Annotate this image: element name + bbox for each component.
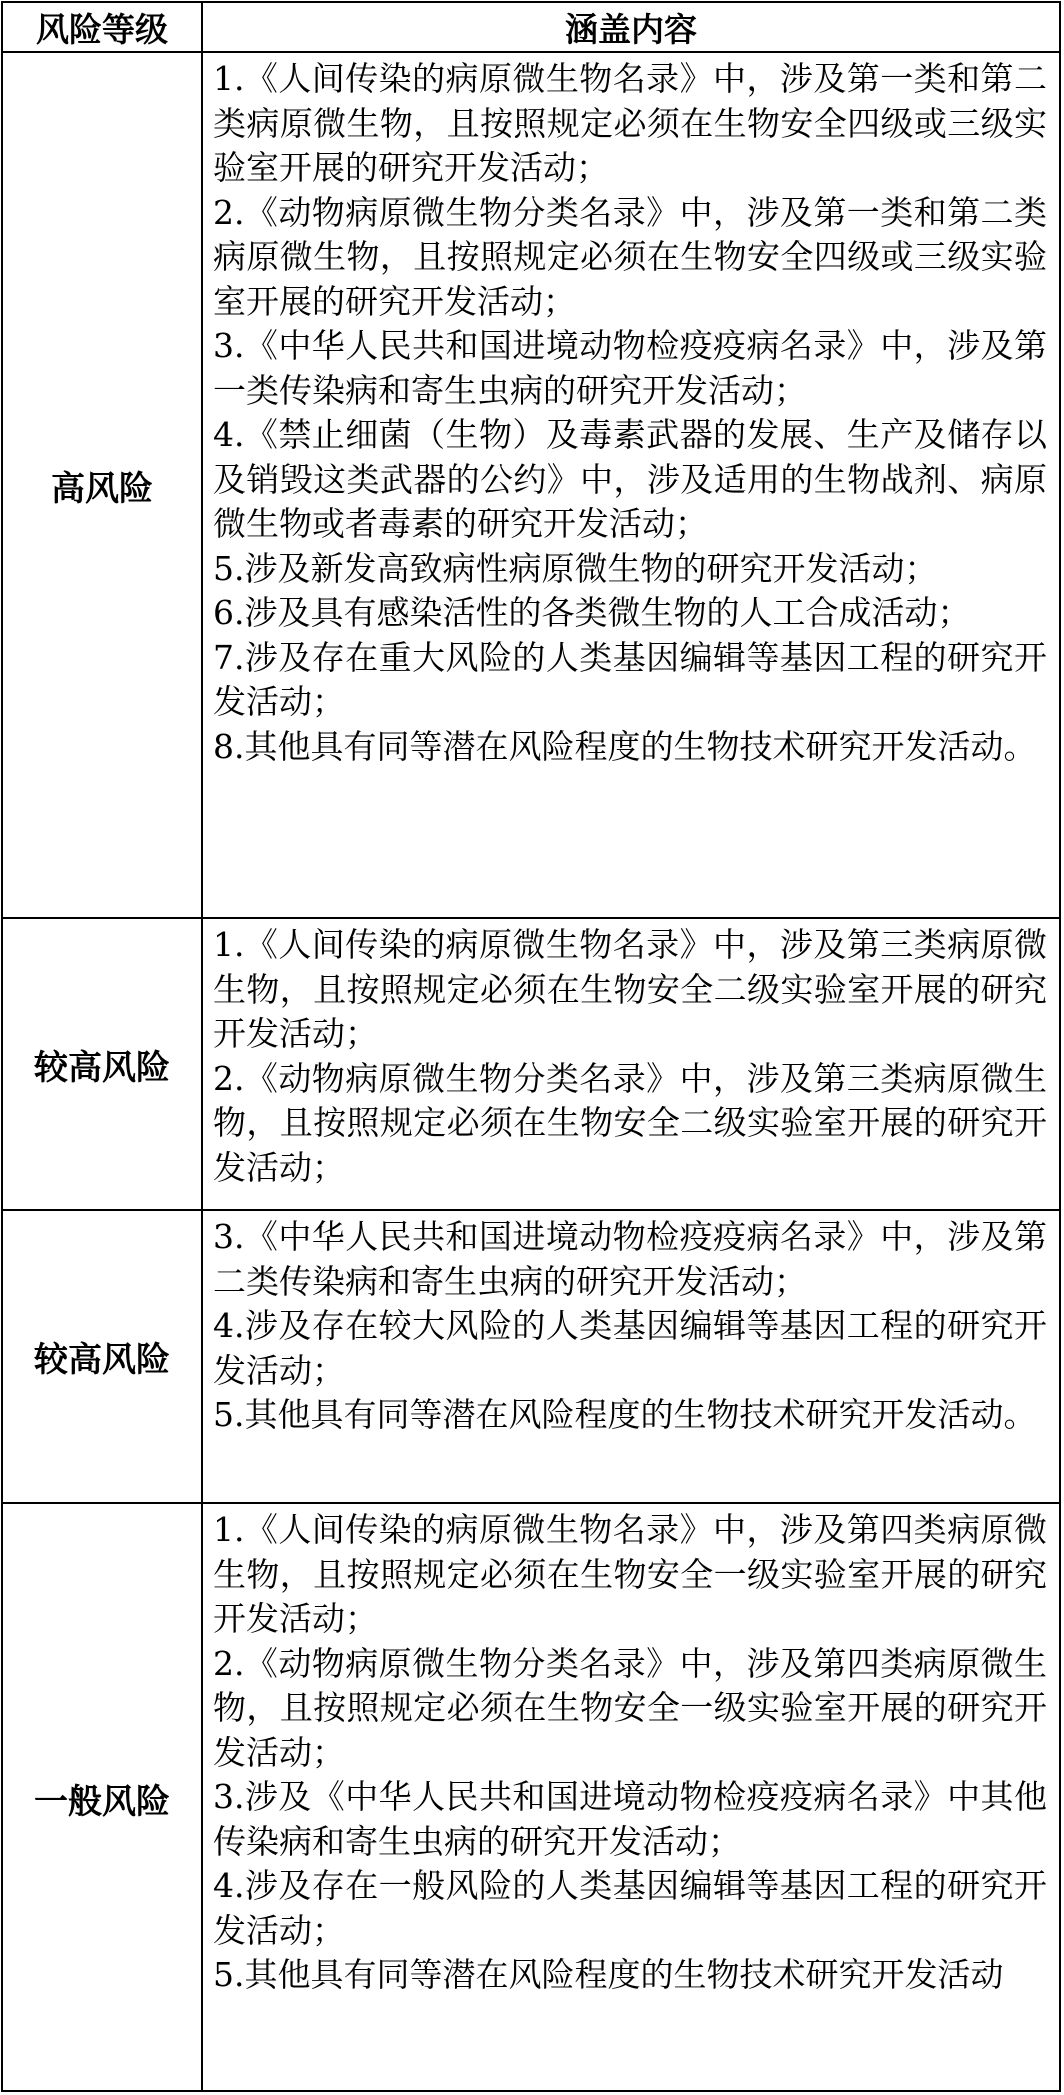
risk-level-label: 较高风险 (34, 1340, 170, 1380)
content-item: 7.涉及存在重大风险的人类基因编辑等基因工程的研究开发活动； (213, 637, 1047, 721)
content-item: 4.涉及存在一般风险的人类基因编辑等基因工程的研究开发活动； (213, 1866, 1047, 1950)
risk-level-label: 一般风险 (34, 1781, 170, 1822)
content-item: 1.《人间传染的病原微生物名录》中，涉及第一类和第二类病原微生物，且按照规定必须在生物安全四级或三级实验室开展的研究开发活动； (213, 59, 1047, 187)
risk-level-label: 较高风险 (34, 1047, 170, 1088)
content-item: 5.涉及新发高致病性病原微生物的研究开发活动； (213, 548, 938, 588)
content-item: 2.《动物病原微生物分类名录》中，涉及第四类病原微生物，且按照规定必须在生物安全一级实验室开展的研究开发活动； (213, 1643, 1047, 1772)
content-item: 6.涉及具有感染活性的各类微生物的人工合成活动； (213, 593, 971, 632)
content-item: 1.《人间传染的病原微生物名录》中，涉及第四类病原微生物，且按照规定必须在生物安全一级实验室开展的研究开发活动； (213, 1510, 1047, 1638)
risk-level-label: 高风险 (51, 468, 153, 509)
content-item: 4.涉及存在较大风险的人类基因编辑等基因工程的研究开发活动； (213, 1306, 1047, 1390)
content-item: 3.《中华人民共和国进境动物检疫疫病名录》中，涉及第二类传染病和寄生虫病的研究开发活动； (213, 1217, 1047, 1301)
content-item: 8.其他具有同等潜在风险程度的生物技术研究开发活动。 (213, 726, 1037, 766)
risk-level-cell (3, 919, 203, 1211)
header-level-cell (3, 3, 203, 53)
header-content-label: 涵盖内容 (565, 9, 697, 49)
content-item: 3.涉及《中华人民共和国进境动物检疫疫病名录》中其他传染病和寄生虫病的研究开发活动； (213, 1777, 1047, 1861)
risk-content-cell (203, 1211, 1059, 1504)
content-item: 1.《人间传染的病原微生物名录》中，涉及第三类病原微生物，且按照规定必须在生物安全二级实验室开展的研究开发活动； (213, 925, 1047, 1053)
risk-content-cell (203, 1504, 1059, 2092)
content-item: 5.其他具有同等潜在风险程度的生物技术研究开发活动 (213, 1955, 1004, 1994)
content-item: 2.《动物病原微生物分类名录》中，涉及第一类和第二类病原微生物，且按照规定必须在生物安全四级或三级实验室开展的研究开发活动； (213, 192, 1047, 321)
header-content-cell (203, 3, 1059, 53)
content-item: 4.《禁止细菌（生物）及毒素武器的发展、生产及储存以及销毁这类武器的公约》中，涉及适用的生物战剂、病原微生物或者毒素的研究开发活动； (213, 415, 1047, 543)
content-item: 3.《中华人民共和国进境动物检疫疫病名录》中，涉及第一类传染病和寄生虫病的研究开发活动； (213, 326, 1047, 410)
risk-level-table (1, 1, 1061, 2092)
risk-content-cell (203, 919, 1059, 1211)
content-item: 2.《动物病原微生物分类名录》中，涉及第三类病原微生物，且按照规定必须在生物安全二级实验室开展的研究开发活动； (213, 1058, 1047, 1187)
content-item: 5.其他具有同等潜在风险程度的生物技术研究开发活动。 (213, 1395, 1037, 1434)
header-level-label: 风险等级 (36, 9, 168, 49)
risk-level-cell (3, 53, 203, 919)
risk-level-cell (3, 1211, 203, 1504)
risk-level-cell (3, 1504, 203, 2092)
risk-content-cell (203, 53, 1059, 919)
